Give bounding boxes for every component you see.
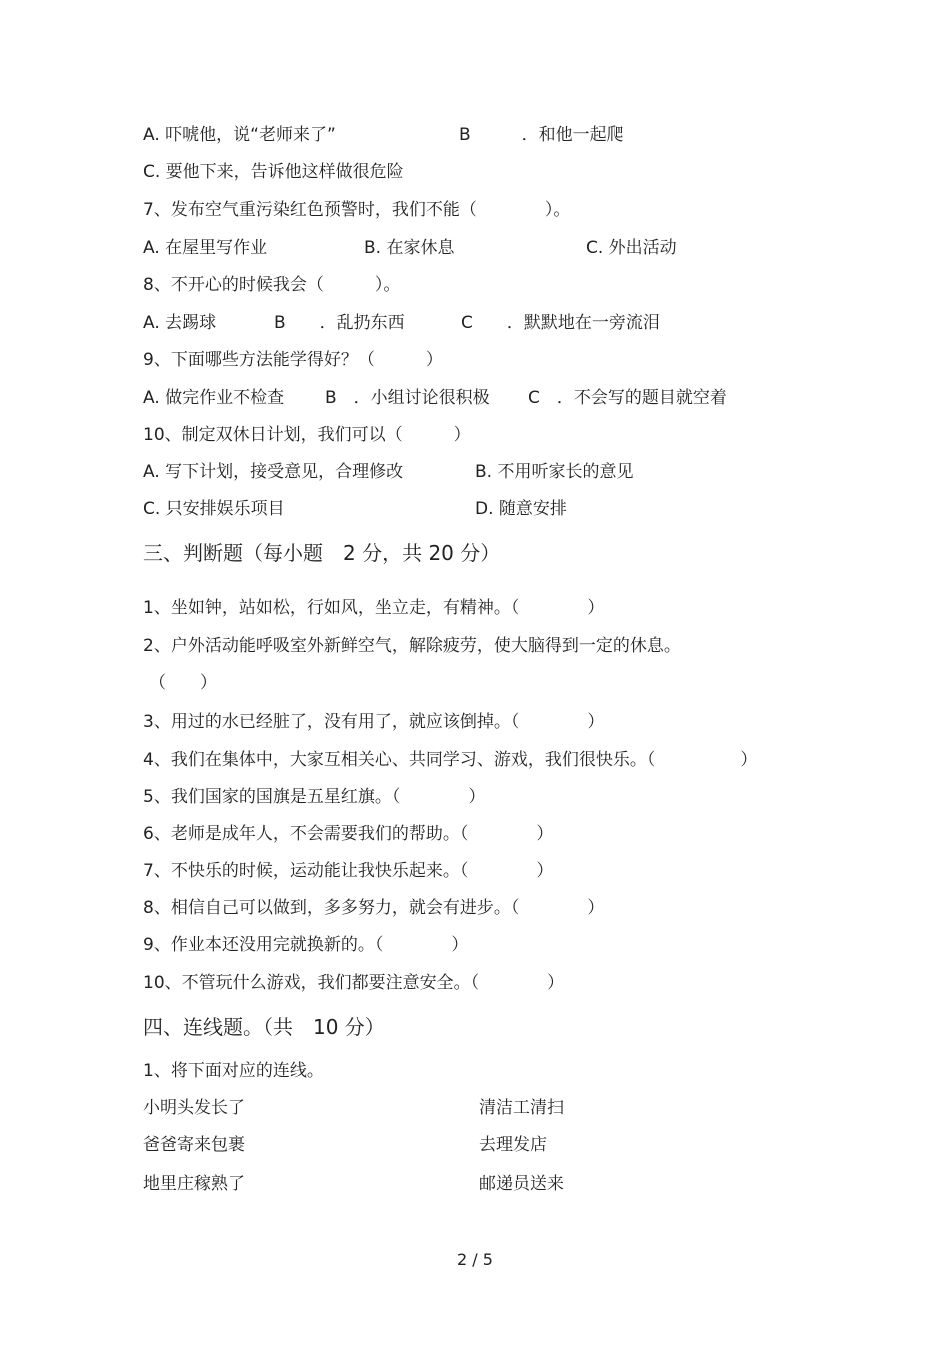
q10-option-d: D. 随意安排 xyxy=(475,499,567,519)
judge-item: 6、老师是成年人，不会需要我们的帮助。（ ） xyxy=(143,824,554,844)
section-4-title: 四、连线题。（共 10 分） xyxy=(143,1015,385,1039)
q6-option-a: A. 吓唬他，说“老师来了” xyxy=(143,125,336,145)
matching-right-item: 清洁工清扫 xyxy=(479,1098,564,1118)
matching-instruction: 1、将下面对应的连线。 xyxy=(143,1061,324,1081)
matching-left-item: 地里庄稼熟了 xyxy=(143,1174,245,1194)
judge-item: （ ） xyxy=(149,673,217,693)
judge-item: 4、我们在集体中，大家互相关心、共同学习、游戏，我们很快乐。（ ） xyxy=(143,750,758,770)
matching-right-item: 去理发店 xyxy=(479,1135,547,1155)
judge-item: 7、不快乐的时候，运动能让我快乐起来。（ ） xyxy=(143,861,554,881)
matching-left-item: 爸爸寄来包裹 xyxy=(143,1135,245,1155)
q7-option-a: A. 在屋里写作业 xyxy=(143,238,268,258)
judge-item: 2、户外活动能呼吸室外新鲜空气，解除疲劳，使大脑得到一定的休息。 xyxy=(143,636,681,656)
q9-option-c: C ．不会写的题目就空着 xyxy=(528,388,727,408)
q7-option-c: C. 外出活动 xyxy=(586,238,677,258)
judge-item: 1、坐如钟，站如松，行如风，坐立走，有精神。（ ） xyxy=(143,598,605,618)
q9-option-a: A. 做完作业不检查 xyxy=(143,388,285,408)
judge-item: 3、用过的水已经脏了，没有用了，就应该倒掉。（ ） xyxy=(143,712,605,732)
judge-item: 10、不管玩什么游戏，我们都要注意安全。（ ） xyxy=(143,973,565,993)
matching-right-item: 邮递员送来 xyxy=(479,1174,564,1194)
q10-option-c: C. 只安排娱乐项目 xyxy=(143,499,285,519)
q8-text: 8、不开心的时候我会（ ）。 xyxy=(143,275,401,295)
q9-text: 9、下面哪些方法能学得好？（ ） xyxy=(143,350,443,370)
q8-option-b: B ．乱扔东西 xyxy=(274,313,405,333)
q10-text: 10、制定双休日计划，我们可以（ ） xyxy=(143,425,471,445)
q9-option-b: B ．小组讨论很积极 xyxy=(325,388,490,408)
q10-option-b: B. 不用听家长的意见 xyxy=(475,462,634,482)
page-number: 2 / 5 xyxy=(457,1250,493,1269)
q6-option-b: B ．和他一起爬 xyxy=(459,125,624,145)
q7-text: 7、发布空气重污染红色预警时，我们不能（ ）。 xyxy=(143,200,571,220)
matching-left-item: 小明头发长了 xyxy=(143,1098,245,1118)
judge-item: 9、作业本还没用完就换新的。（ ） xyxy=(143,935,469,955)
q8-option-a: A. 去踢球 xyxy=(143,313,217,333)
section-3-title: 三、判断题（每小题 2 分，共 20 分） xyxy=(143,541,501,565)
q8-option-c: C ．默默地在一旁流泪 xyxy=(461,313,660,333)
q10-option-a: A. 写下计划，接受意见，合理修改 xyxy=(143,462,404,482)
judge-item: 8、相信自己可以做到，多多努力，就会有进步。（ ） xyxy=(143,898,605,918)
q6-option-c: C. 要他下来，告诉他这样做很危险 xyxy=(143,162,404,182)
judge-item: 5、我们国家的国旗是五星红旗。（ ） xyxy=(143,787,486,807)
q7-option-b: B. 在家休息 xyxy=(364,238,455,258)
